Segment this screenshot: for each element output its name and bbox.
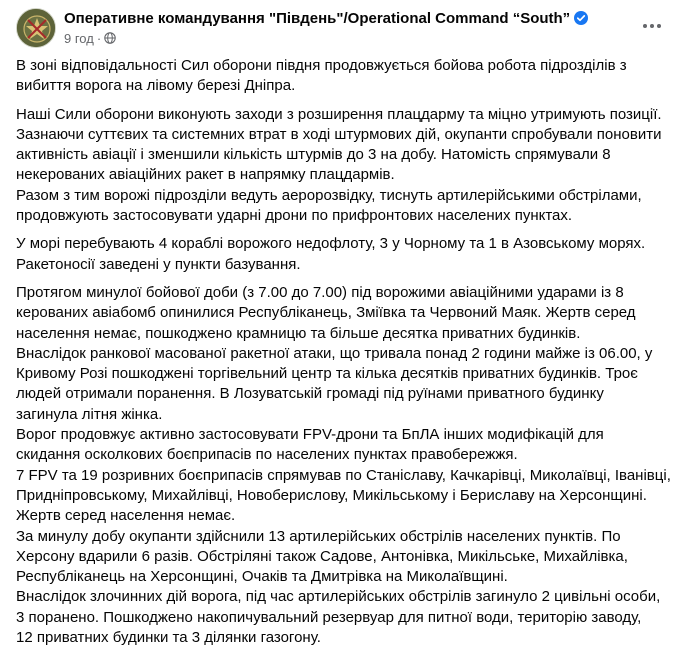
- post-text-line: Наші Сили оборони виконують заходи з розширення плацдарму та міцно утримують позиції.: [16, 105, 662, 123]
- post-text-line: В зоні відповідальності Сил оборони півдня продовжується бойова робота підрозділів з: [16, 57, 627, 74]
- post-text-line: У морі перебувають 4 кораблі ворожого недофлоту, 3 у Чорному та 1 в Азовському морях.: [16, 235, 646, 253]
- post-text-line: Херсону вдарили 6 разів. Обстріляні також Садове, Антонівка, Микільське, Михайлівка,: [16, 547, 628, 565]
- post-text-line: 12 приватних будинки та 3 ділянки газогону.: [16, 629, 321, 647]
- post-header: [16, 8, 666, 50]
- post-text-line: активність авіації і зменшили кількість штурмів до 3 на добу. Натомість спрямували 8: [16, 146, 611, 164]
- post-text-line: Придніпровському, Михайлівці, Новоберислову, Микільському і Бериславу на Херсонщині.: [16, 486, 647, 504]
- post-text-line: загинула літня жінка.: [16, 405, 163, 423]
- more-options-icon[interactable]: [634, 8, 670, 44]
- post-text-line: населення немає, пошкоджено крамницю та більше десятка приватних будинків.: [16, 324, 581, 342]
- post-text-line: Кривому Розі пошкоджені торгівельний центр та кілька десятків приватних будинків. Троє: [16, 365, 638, 383]
- emblem-icon: [17, 9, 56, 48]
- post-text-line: Внаслідок ранкової масованої ракетної атаки, що тривала понад 2 години майже із 06.00, у: [16, 344, 653, 362]
- globe-icon[interactable]: [104, 32, 116, 44]
- post-text-line: Республіканець на Херсонщині, Очаків та Дмитрівка на Миколаївщині.: [16, 568, 508, 586]
- post-paragraph: [16, 56, 666, 97]
- post-text-line: Протягом минулої бойової доби (з 7.00 до 7.00) під ворожими авіаційними ударами із 8: [16, 283, 624, 301]
- page-name[interactable]: Оперативне командування "Південь"/Operational Command “South”: [64, 10, 571, 27]
- post-text-line: продовжують застосовувати ударні дрони по прифронтових населених пунктах.: [16, 207, 573, 225]
- post-message: [16, 56, 671, 653]
- post-text-line: некерованих авіаційних ракет в напрямку плацдармів.: [16, 166, 395, 184]
- post-paragraph: [16, 283, 671, 648]
- page-avatar[interactable]: [16, 8, 56, 48]
- post-text-line: Ворог продовжує активно застосовувати FPV-дрони та БпЛА інших модифікацій для: [16, 426, 604, 444]
- post-text-line: скидання осколкових боєприпасів по населених пунктах правобережжя.: [16, 446, 518, 464]
- post-text-line: Ракетоносії заведені у пункти базування.: [16, 255, 301, 273]
- post-text-line: Внаслідок злочинних дій ворога, під час артилерійських обстрілів загинуло 2 цивільні особи,: [16, 588, 661, 606]
- post-text-line: вибиття ворога на лівому березі Дніпра.: [16, 77, 296, 95]
- post-text-line: Зазнаючи суттєвих та системних втрат в ході штурмових дій, окупанти спробували поновити: [16, 125, 662, 143]
- post-text-line: 3 поранено. Пошкоджено накопичувальний резервуар для питної води, територію заводу,: [16, 608, 642, 626]
- post-text-line: Разом з тим ворожі підрозділи ведуть аеророзвідку, тиснуть артилерійськими обстрілами,: [16, 186, 642, 204]
- post-text-line: керованих авіабомб опинилися Республіканець, Зміївка та Червоний Маяк. Жертв серед: [16, 304, 636, 322]
- post-text-line: людей отримали поранення. В Лозуватській громаді під руїнами приватного будинку: [16, 385, 604, 403]
- post-text-line: За минулу добу окупанти здійснили 13 артилерійських обстрілів населених пунктів. По: [16, 527, 621, 545]
- meta-separator: ·: [96, 31, 102, 46]
- post-timestamp[interactable]: 9 год: [64, 31, 94, 46]
- verified-badge-icon: [574, 11, 588, 25]
- post-paragraph: [16, 105, 666, 227]
- post-text-line: 7 FPV та 19 розривних боєприпасів спрямував по Станіславу, Качкарівці, Миколаївці, Іванівці,: [16, 466, 671, 484]
- page-name-link[interactable]: [64, 10, 588, 27]
- post-paragraph: [16, 234, 666, 275]
- post-text-line: Жертв серед населення немає.: [16, 507, 236, 525]
- post-meta: [64, 31, 116, 46]
